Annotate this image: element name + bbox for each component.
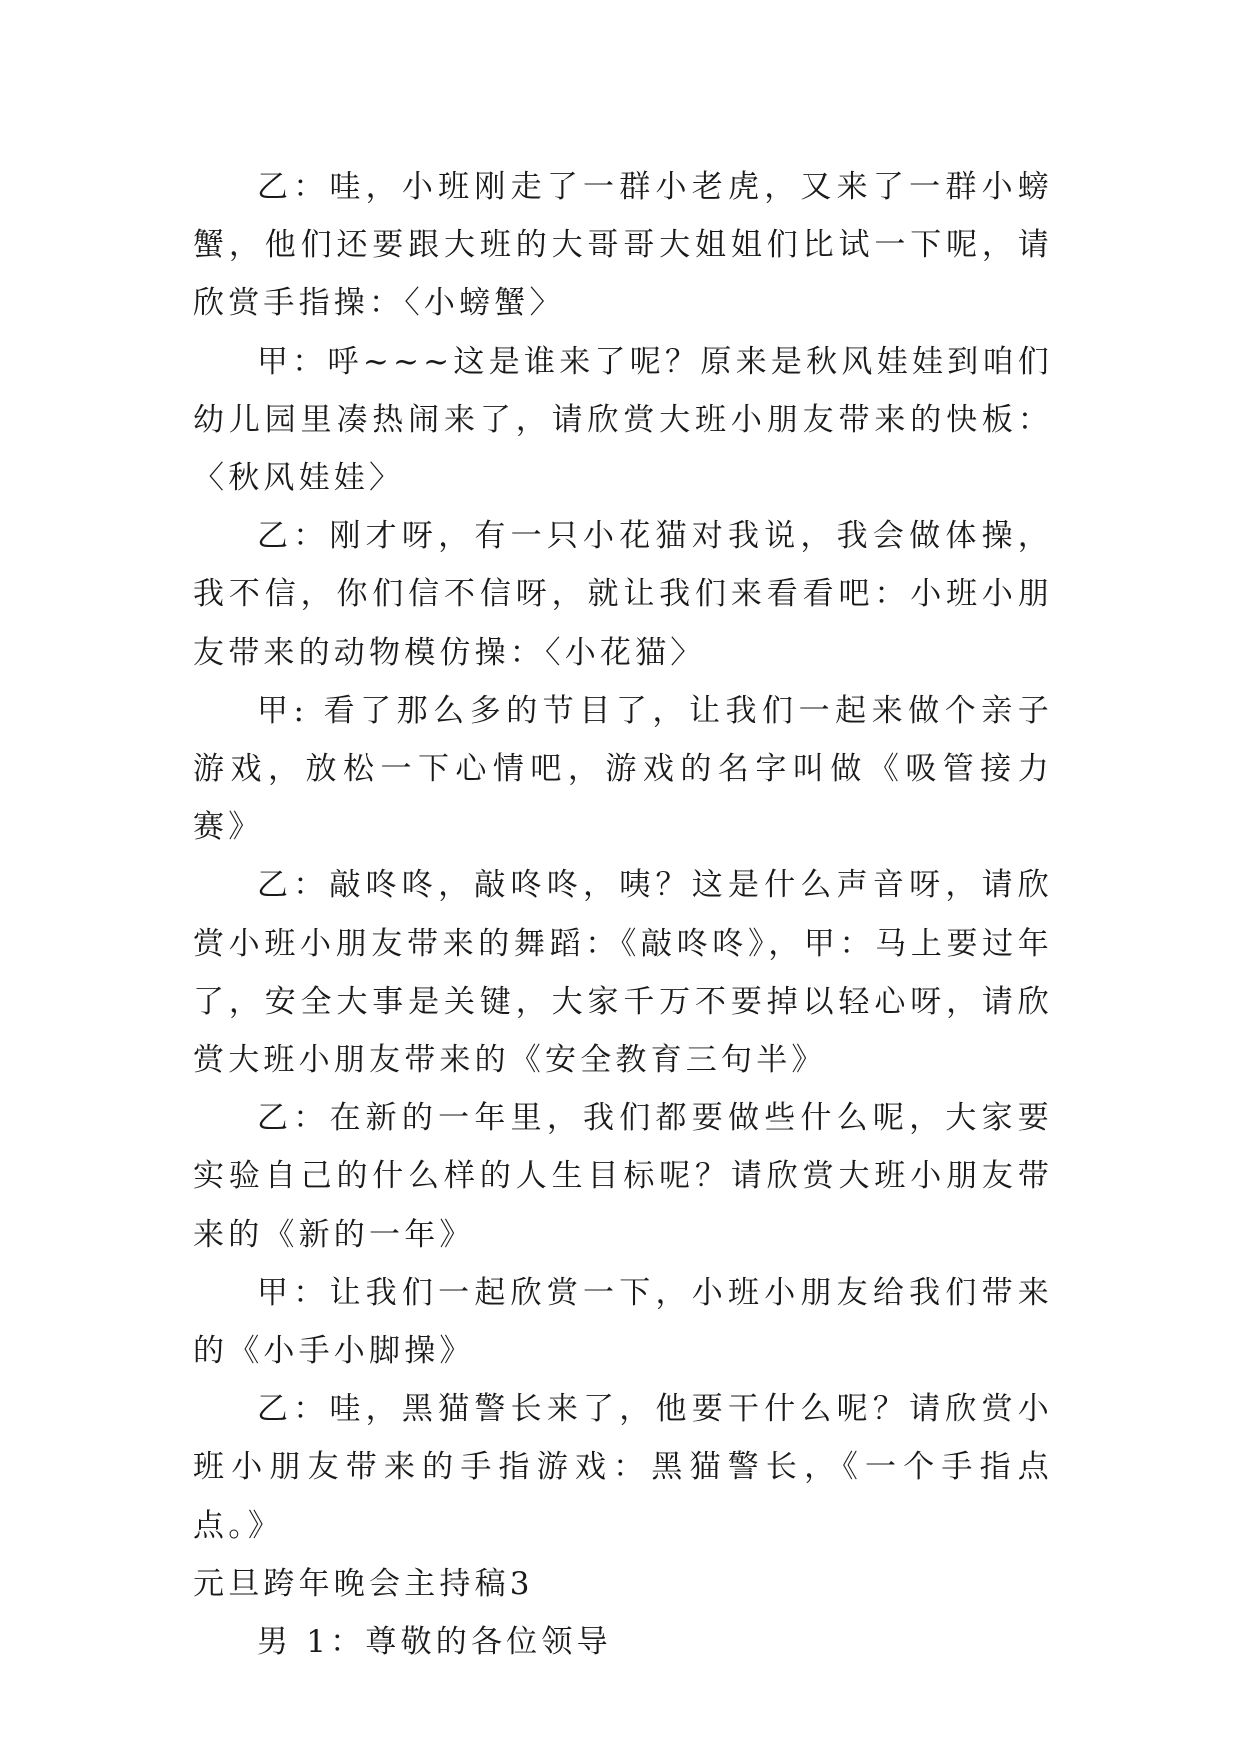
paragraph-dialogue-8: 乙：哇，黑猫警长来了，他要干什么呢？请欣赏小班小朋友带来的手指游戏：黑猫警长，《一个手指点点。》: [193, 1391, 1053, 1544]
paragraph-dialogue-3: 乙：刚才呀，有一只小花猫对我说，我会做体操，我不信，你们信不信呀，就让我们来看看吧：小班小朋友带来的动物模仿操：〈小花猫〉: [193, 518, 1053, 671]
paragraph-dialogue-6: 乙：在新的一年里，我们都要做些什么呢，大家要实验自己的什么样的人生目标呢？请欣赏大班小朋友带来的《新的一年》: [193, 1100, 1053, 1253]
paragraph-dialogue-4: 甲: 看了那么多的节目了，让我们一起来做个亲子游戏，放松一下心情吧，游戏的名字叫做《吸管接力赛》: [193, 692, 1053, 846]
section-heading: 元旦跨年晚会主持稿3: [193, 1565, 534, 1602]
paragraph-dialogue-2: 甲：呼~~~这是谁来了呢？原来是秋风娃娃到咱们幼儿园里凑热闹来了，请欣赏大班小朋友带来的快板：〈秋风娃娃〉: [193, 343, 1053, 497]
paragraph-dialogue-5: 乙：敲咚咚，敲咚咚，咦？这是什么声音呀，请欣赏小班小朋友带来的舞蹈：《敲咚咚》，甲：马上要过年了，安全大事是关键，大家千万不要掉以轻心呀，请欣赏大班小朋友带来的《安全教育三句半》: [193, 867, 1053, 1079]
document-body: [193, 158, 1053, 1671]
paragraph-dialogue-1: 乙：哇，小班刚走了一群小老虎，又来了一群小螃蟹，他们还要跟大班的大哥哥大姐姐们比试一下呢，请欣赏手指操：〈小螃蟹〉: [193, 169, 1053, 322]
paragraph-dialogue-7: 甲：让我们一起欣赏一下，小班小朋友给我们带来的《小手小脚操》: [193, 1274, 1053, 1370]
paragraph-dialogue-9: 男 1：尊敬的各位领导: [257, 1624, 612, 1661]
